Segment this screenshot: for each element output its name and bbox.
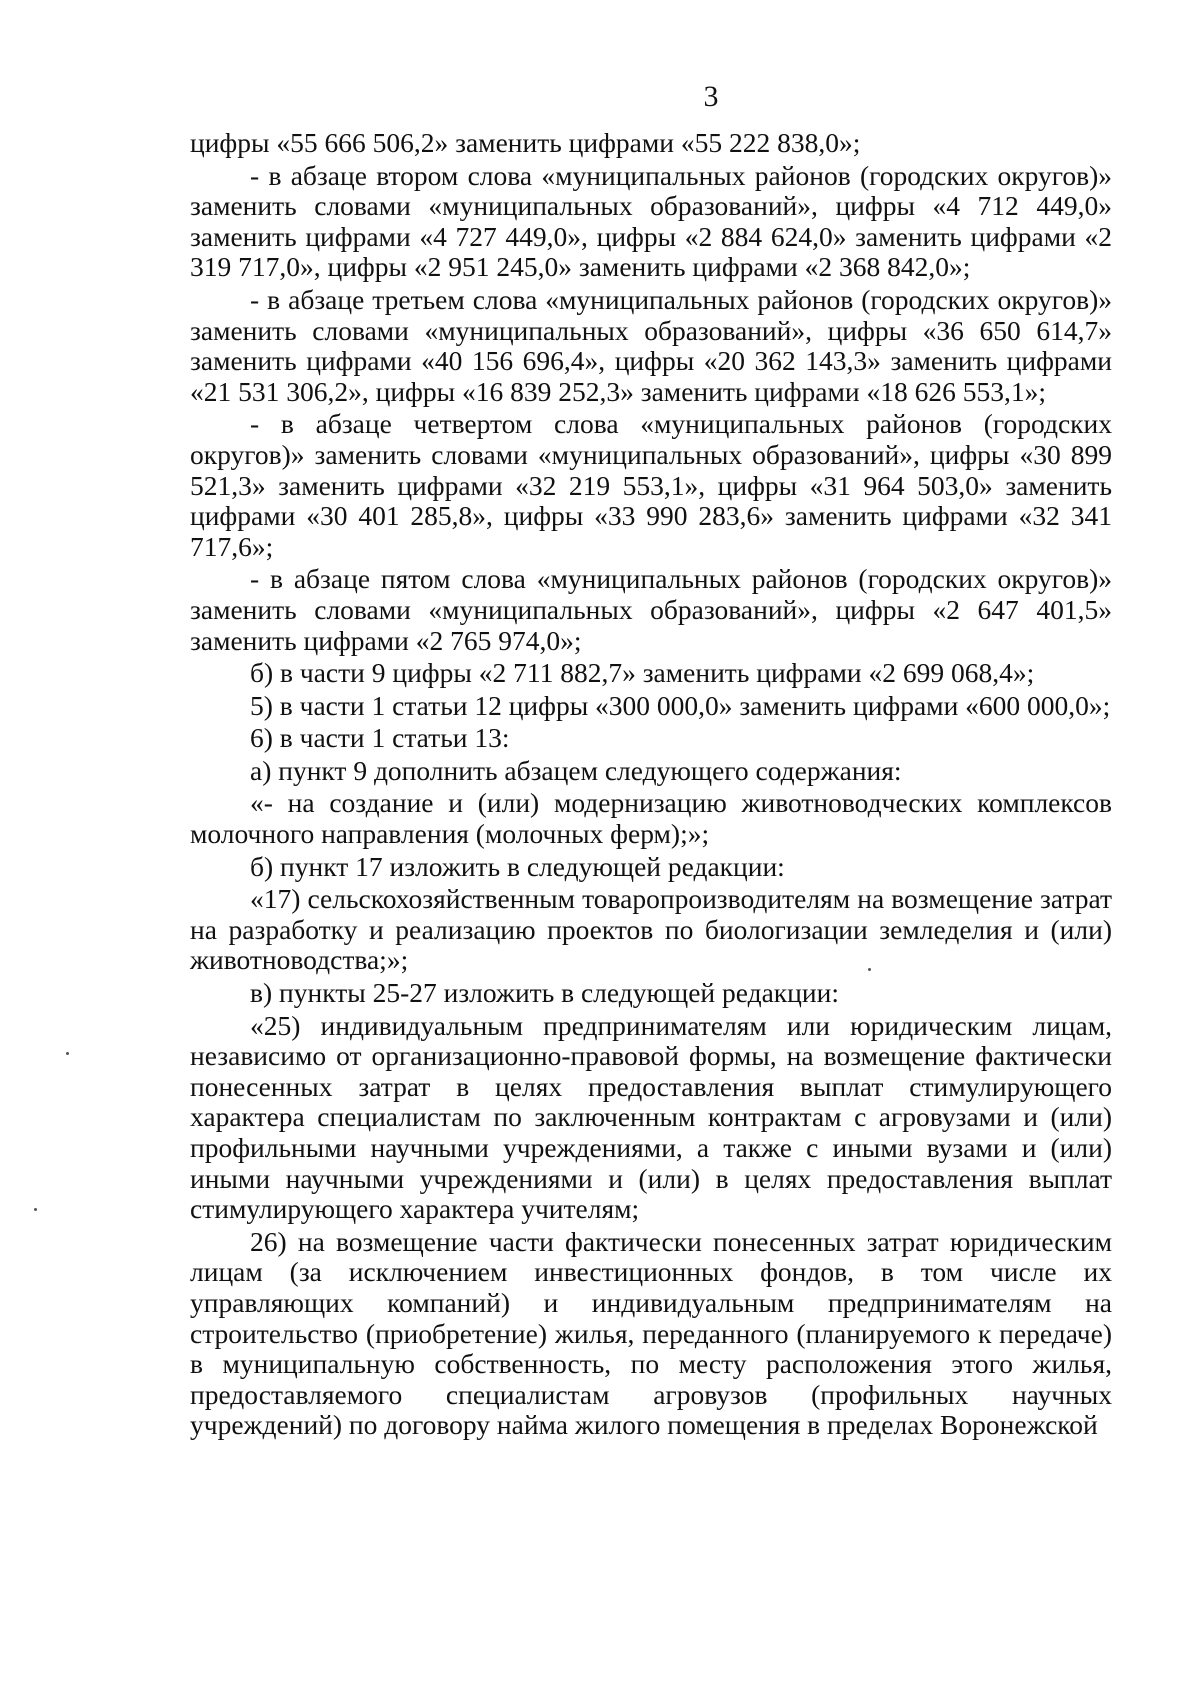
paragraph-11: б) пункт 17 изложить в следующей редакции: <box>250 850 785 882</box>
paragraph-14: «25) индивидуальным предпринимателям или юридическим лицам, независимо от организационно-правовой формы, на возмещение фактически понесенных затрат в целях предоставления выплат стимулирующего характера специалистам по заключенным контрактам с агровузами и (или) профильными научными учреждениями, а также с иными вузами и (или) иными научными учреждениями и (или) в целях предоставления выплат стимулирующего характера учителям; <box>190 1009 1112 1225</box>
paragraph-12: «17) сельскохозяйственным товаропроизводителям на возмещение затрат на разработку и реализацию проектов по биологизации земледелия и (или) животноводства;»; <box>190 883 1112 976</box>
paragraph-4: - в абзаце четвертом слова «муниципальных районов (городских округов)» заменить словами «муниципальных образований», цифры «30 899 521,3» заменить цифрами «32 219 553,1», цифры «31 964 503,0» заменить цифрами «30 401 285,8», цифры «33 990 283,6» заменить цифрами «32 341 717,6»; <box>190 408 1112 562</box>
paragraph-6: б) в части 9 цифры «2 711 882,7» заменить цифрами «2 699 068,4»; <box>250 657 1035 689</box>
paragraph-5: - в абзаце пятом слова «муниципальных районов (городских округов)» заменить словами «муниципальных образований», цифры «2 647 401,5» заменить цифрами «2 765 974,0»; <box>190 563 1112 656</box>
paragraph-9: а) пункт 9 дополнить абзацем следующего содержания: <box>250 754 902 786</box>
scan-speck <box>868 968 871 971</box>
paragraph-8: 6) в части 1 статьи 13: <box>250 722 510 754</box>
scan-speck <box>34 1208 37 1211</box>
page-number: 3 <box>703 80 719 113</box>
scan-speck <box>66 1052 69 1055</box>
paragraph-3: - в абзаце третьем слова «муниципальных районов (городских округов)» заменить словами «муниципальных образований», цифры «36 650 614,7» заменить цифрами «40 156 696,4», цифры «20 362 143,3» заменить цифрами «21 531 306,2», цифры «16 839 252,3» заменить цифрами «18 626 553,1»; <box>190 283 1112 407</box>
paragraph-13: в) пункты 25-27 изложить в следующей редакции: <box>250 977 839 1009</box>
document-body <box>190 128 1112 1441</box>
paragraph-2: - в абзаце втором слова «муниципальных районов (городских округов)» заменить словами «муниципальных образований», цифры «4 712 449,0» заменить цифрами «4 727 449,0», цифры «2 884 624,0» заменить цифрами «2 319 717,0», цифры «2 951 245,0» заменить цифрами «2 368 842,0»; <box>190 159 1112 283</box>
paragraph-1: цифры «55 666 506,2» заменить цифрами «55 222 838,0»; <box>190 127 861 158</box>
paragraph-10: «- на создание и (или) модернизацию животноводческих комплексов молочного направления (молочных ферм);»; <box>190 787 1112 850</box>
paragraph-7: 5) в части 1 статьи 12 цифры «300 000,0» заменить цифрами «600 000,0»; <box>250 689 1111 721</box>
paragraph-15: 26) на возмещение части фактически понесенных затрат юридическим лицам (за исключением инвестиционных фондов, в том числе их управляющих компаний) и индивидуальным предпринимателям на строительство (приобретение) жилья, переданного (планируемого к передаче) в муниципальную собственность, по месту расположения этого жилья, предоставляемого специалистам агровузов (профильных научных учреждений) по договору найма жилого помещения в пределах Воронежской <box>190 1225 1112 1441</box>
